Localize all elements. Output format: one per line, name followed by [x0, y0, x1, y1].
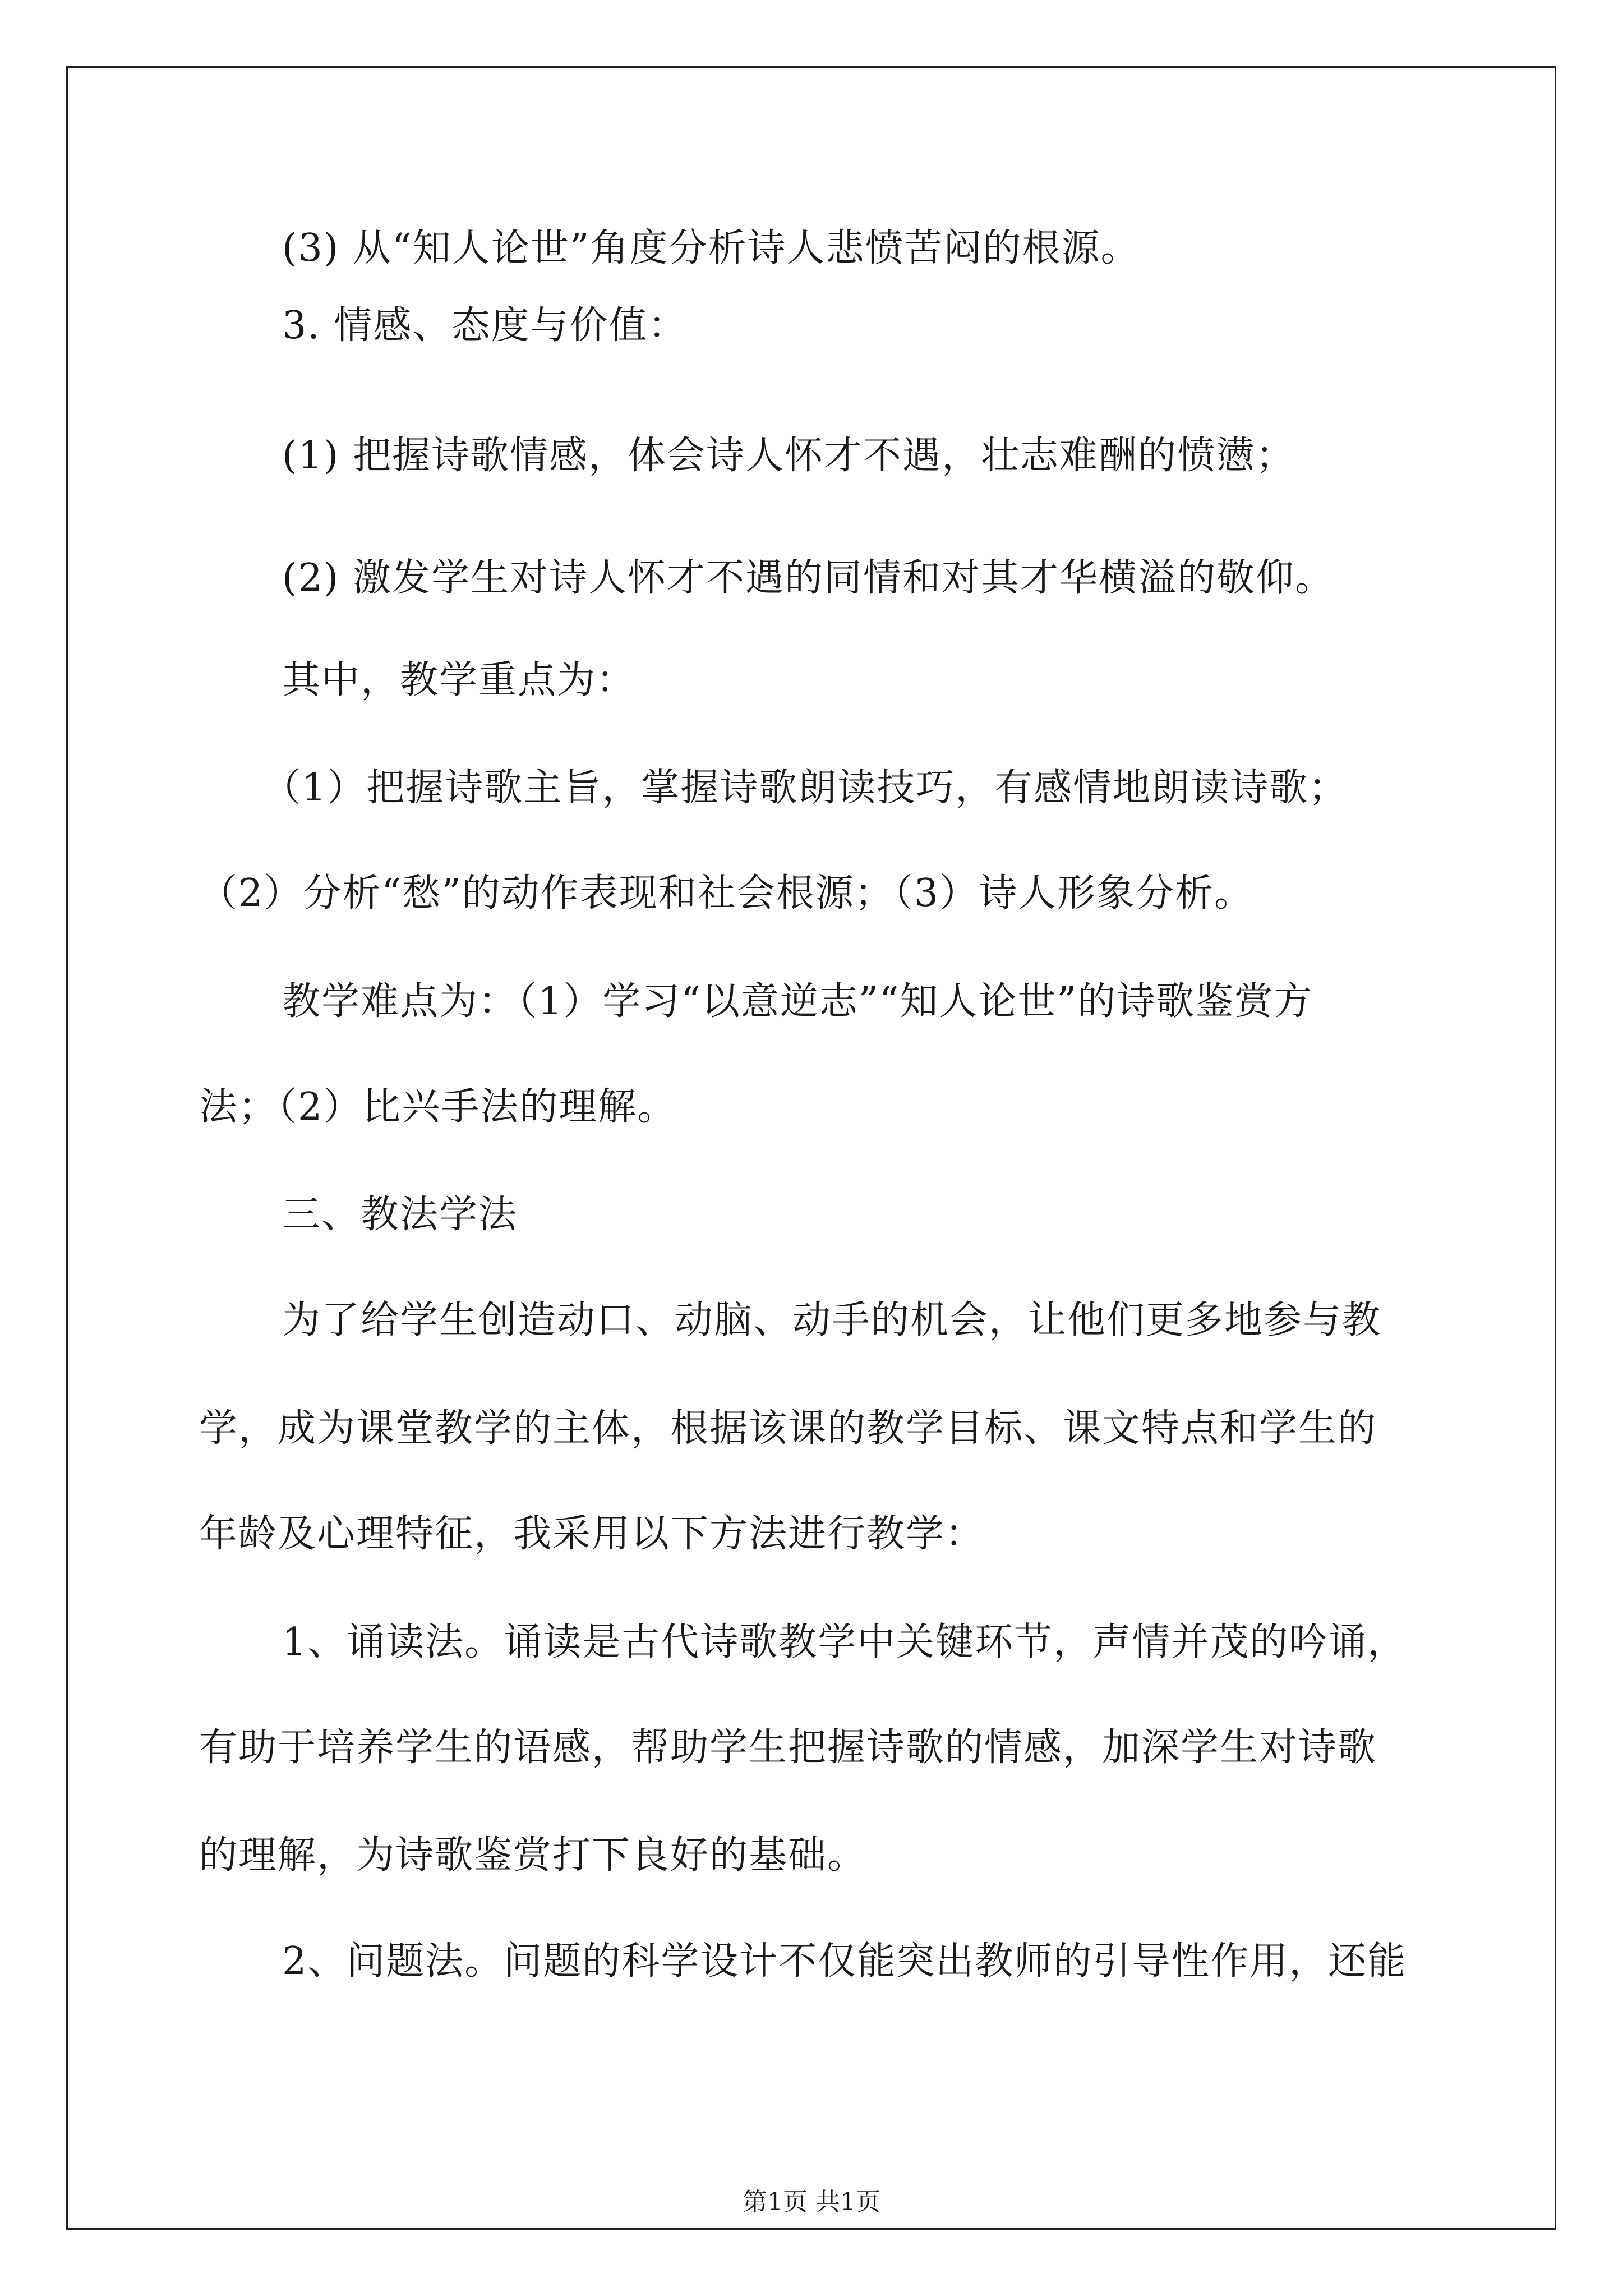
text-line-16: 的理解，为诗歌鉴赏打下良好的基础。	[199, 1833, 867, 1878]
text-line-2: 3. 情感、态度与价值：	[282, 303, 688, 348]
text-line-17: 2、问题法。问题的科学设计不仅能突出教师的引导性作用，还能	[282, 1939, 1407, 1984]
page-border	[66, 66, 1556, 2230]
text-line-11: 为了给学生创造动口、动脑、动手的机会，让他们更多地参与教	[282, 1298, 1382, 1342]
text-line-1: (3) 从“知人论世”角度分析诗人悲愤苦闷的根源。	[282, 226, 1140, 270]
text-line-9: 法；（2）比兴手法的理解。	[199, 1085, 677, 1129]
page-footer: 第1页 共1页	[743, 2188, 880, 2216]
text-line-3: (1) 把握诗歌情感，体会诗人怀才不遇，壮志难酬的愤懑；	[282, 434, 1295, 478]
text-line-5: 其中，教学重点为：	[282, 658, 636, 702]
text-line-15: 有助于培养学生的语感，帮助学生把握诗歌的情感，加深学生对诗歌	[199, 1726, 1377, 1770]
text-line-14: 1、诵读法。诵读是古代诗歌教学中关键环节，声情并茂的吟诵，	[282, 1620, 1407, 1664]
text-line-10: 三、教法学法	[282, 1193, 518, 1237]
text-line-4: (2) 激发学生对诗人怀才不遇的同情和对其才华横溢的敬仰。	[282, 556, 1334, 600]
text-line-8: 教学难点为：（1）学习“以意逆志”“知人论世”的诗歌鉴赏方	[282, 979, 1313, 1024]
text-line-12: 学，成为课堂教学的主体，根据该课的教学目标、课文特点和学生的	[199, 1406, 1377, 1451]
text-line-13: 年龄及心理特征，我采用以下方法进行教学：	[199, 1512, 985, 1556]
text-line-7: （2）分析“愁”的动作表现和社会根源；（3）诗人形象分析。	[199, 871, 1254, 915]
text-line-6: （1）把握诗歌主旨，掌握诗歌朗读技巧，有感情地朗读诗歌；	[262, 766, 1348, 810]
